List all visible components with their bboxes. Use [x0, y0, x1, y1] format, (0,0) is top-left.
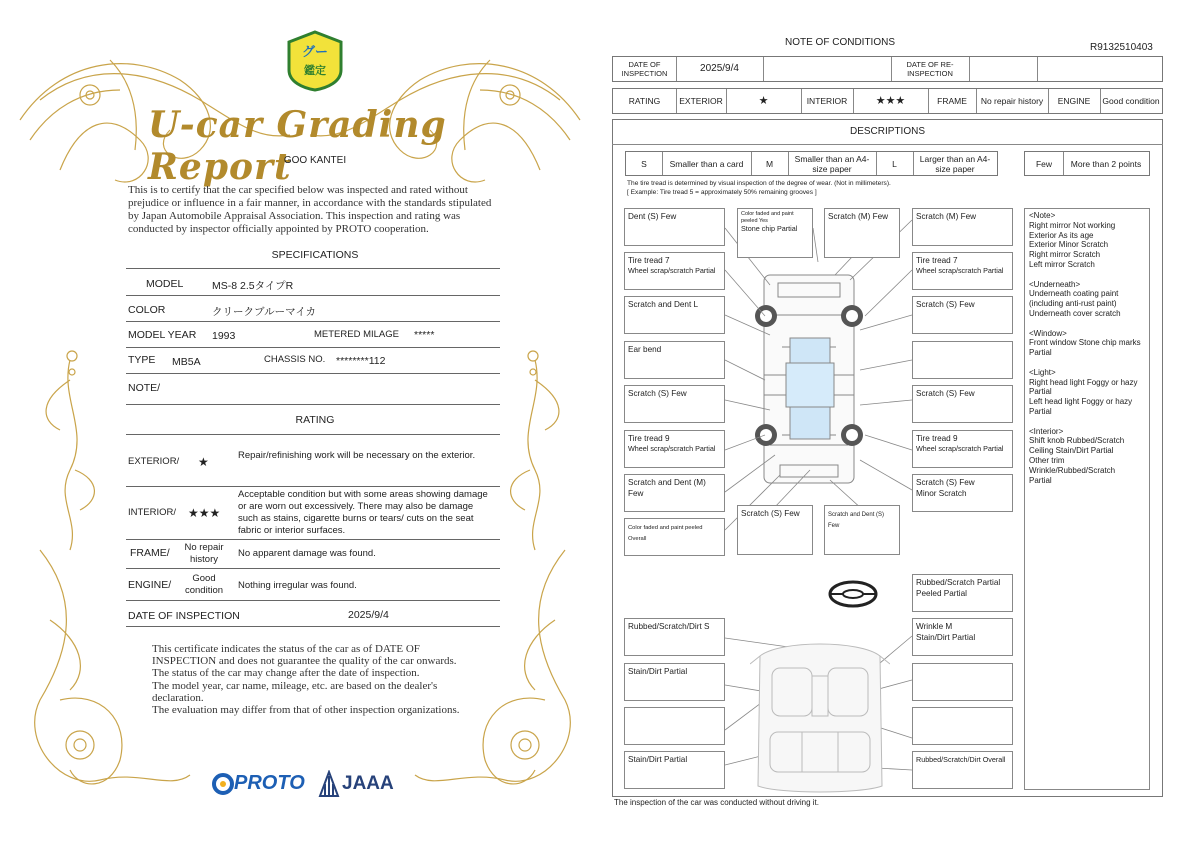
steering-wheel-icon [827, 578, 879, 610]
frame-label: FRAME/ [130, 547, 170, 559]
damage-box-front-left: Dent (S) Few [624, 208, 725, 246]
model-value: MS-8 2.5タイプR [212, 280, 294, 292]
interior-rating: ★★★ [875, 95, 906, 107]
damage-box-driver-seat: Rubbed/Scratch/Dirt S [624, 618, 725, 656]
damage-box-rear-seat: Stain/Dirt Partial [624, 751, 725, 789]
tire-example: [ Example: Tire tread 5 = approximately 50% remaining grooves ] [627, 189, 817, 196]
rating-heading: RATING [295, 414, 335, 426]
interior-label: INTERIOR/ [128, 507, 177, 518]
damage-box-right-front-door [912, 341, 1013, 379]
conditions-title: NOTE OF CONDITIONS [785, 37, 895, 48]
color-label: COLOR [128, 304, 166, 316]
mileage-value: ***** [414, 329, 435, 341]
report-subtitle: GOO KANTEI [283, 155, 347, 166]
report-title: U-car Grading Report [148, 104, 447, 188]
frame-value: No repair history [184, 542, 224, 565]
damage-box-roof: Color faded and paint peeled Overall [624, 518, 725, 556]
mileage-label: METERED MILAGE [314, 329, 399, 340]
legend-l: L [892, 158, 897, 169]
chassis-label: CHASSIS NO. [264, 354, 326, 365]
damage-box-rear-right-tire: Tire tread 9 Wheel scrap/scratch Partial [912, 430, 1013, 468]
rating-exterior-row [126, 436, 500, 487]
damage-box-steering-wheel: Rubbed/Scratch Partial Peeled Partial [912, 574, 1013, 612]
damage-box-left-console [624, 707, 725, 745]
date-of-inspection-label: DATE OF INSPECTION [128, 610, 240, 622]
interior-stars: ★★★ [188, 506, 221, 520]
date-of-inspection-value: 2025/9/4 [700, 63, 739, 74]
spec-color-row [126, 296, 500, 322]
rating-date-row [126, 602, 500, 627]
exterior-rating: ★ [758, 95, 769, 107]
damage-box-trunk: Scratch (S) Few [737, 505, 813, 555]
svg-text:グー: グー [301, 45, 329, 60]
date-of-inspection-value: 2025/9/4 [348, 609, 389, 621]
rating-engine-row [126, 570, 500, 601]
chassis-value: ********112 [336, 355, 386, 367]
damage-box-left-door-trim: Stain/Dirt Partial [624, 663, 725, 701]
rating-label: RATING [628, 96, 661, 106]
damage-box-front-right-tire: Tire tread 7 Wheel scrap/scratch Partial [912, 252, 1013, 290]
proto-logo-icon [212, 772, 234, 796]
damage-box-rear-bumper: Scratch and Dent (S) Few [824, 505, 900, 555]
date-of-inspection-label: DATE OF INSPECTION [621, 60, 668, 78]
damage-box-left-fender: Scratch and Dent L [624, 296, 725, 334]
frame-description: No apparent damage was found. [238, 548, 376, 559]
exterior-stars: ★ [198, 455, 209, 469]
exterior-label: EXTERIOR [679, 96, 723, 106]
tire-note: The tire tread is determined by visual inspection of the degree of wear. (Not in millimeters). [627, 180, 891, 187]
damage-box-hood: Scratch (M) Few [824, 208, 900, 258]
certification-statement: This is to certify that the car specified below was inspected and rated without prejudice or influence in a fair manner, in accordance with the standards stipulated by Japan Automobile Appraisal Association. This inspection and rating was conducted by inspector officially appointed by PROTO cooperation. [128, 184, 492, 235]
goo-kantei-badge [285, 30, 345, 92]
color-value: クリークブルーマイカ [212, 306, 317, 318]
legend-s-desc: Smaller than a card [669, 158, 744, 169]
jaaa-logo-icon [318, 770, 340, 798]
date-of-reinspection-label: DATE OF RE-INSPECTION [906, 60, 954, 78]
specifications-heading: SPECIFICATIONS [271, 249, 359, 261]
car-interior-diagram [750, 636, 890, 796]
damage-box-right-door-trim [912, 663, 1013, 701]
model-year-label: MODEL YEAR [128, 329, 197, 341]
descriptions-heading: DESCRIPTIONS [849, 126, 925, 137]
damage-box-rear-trim: Rubbed/Scratch/Dirt Overall [912, 751, 1013, 789]
rating-frame-row [126, 540, 500, 569]
engine-label: ENGINE/ [128, 579, 172, 591]
spec-note-row [126, 374, 500, 405]
legend-m-desc: Smaller than an A4-size paper [794, 153, 870, 174]
legend-m: M [765, 158, 774, 169]
engine-description: Nothing irregular was found. [238, 580, 357, 591]
engine-value: Good condition [1102, 96, 1160, 106]
legend-few: Few [1035, 158, 1053, 169]
inspection-footer-note: The inspection of the car was conducted without driving it. [614, 798, 819, 807]
legend-l-desc: Larger than an A4-size paper [919, 153, 991, 174]
interior-label: INTERIOR [806, 96, 848, 106]
exterior-label: EXTERIOR/ [128, 456, 180, 467]
reference-number: R9132510403 [1090, 42, 1153, 53]
frame-value: No repair history [980, 96, 1044, 106]
type-label: TYPE [128, 354, 156, 366]
notes-panel: <Note> Right mirror Not working Exterior As its age Exterior Minor Scratch Right mirror Scratch Left mirror Scratch <Underneath> Underneath coating paint (including anti-rust paint) Underneath cover scratch <Window> Front window Stone chip marks Partial <Light> Right head light Foggy or hazy Partial Left head light Foggy or hazy Partial <Interior> Shift knob Rubbed/Scratch Ceiling Stain/Dirt Partial Other trim Wrinkle/Rubbed/Scratch Partial [1024, 208, 1150, 790]
damage-box-rear-left-tire: Tire tread 9 Wheel scrap/scratch Partial [624, 430, 725, 468]
note-of-conditions-sheet [600, 0, 1200, 848]
damage-box-front-right: Scratch (M) Few [912, 208, 1013, 246]
divider [126, 268, 500, 269]
damage-box-rear-right-quarter: Scratch (S) Few Minor Scratch [912, 474, 1013, 512]
interior-description: Acceptable condition but with some areas showing damage or are worn out excessively. There may also be damage such as stains, cigarette burns or tears/ cuts on the seat fabric or interior surfaces. [238, 489, 488, 536]
damage-box-front-bumper: Color faded and paint peeled Yes Stone chip Partial [737, 208, 813, 258]
damage-box-front-left-tire: Tire tread 7 Wheel scrap/scratch Partial [624, 252, 725, 290]
frame-label: FRAME [937, 96, 967, 106]
jaaa-logo: JAAA [318, 770, 398, 798]
spec-year-row [126, 322, 500, 348]
damage-box-right-fender: Scratch (S) Few [912, 296, 1013, 334]
type-value: MB5A [172, 356, 201, 368]
divider [126, 434, 500, 435]
legend-few-desc: More than 2 points [1070, 158, 1142, 169]
spec-model-row [126, 270, 500, 296]
rating-interior-row [126, 487, 500, 540]
proto-logo: PROTO [212, 770, 312, 798]
damage-box-right-console [912, 707, 1013, 745]
model-label: MODEL [146, 278, 184, 290]
damage-box-left-front-door: Ear bend [624, 341, 725, 379]
damage-box-left-rear-door: Scratch (S) Few [624, 385, 725, 423]
damage-box-passenger-seat: Wrinkle M Stain/Dirt Partial [912, 618, 1013, 656]
model-year-value: 1993 [212, 330, 236, 342]
damage-box-right-rear-door: Scratch (S) Few [912, 385, 1013, 423]
exterior-description: Repair/refinishing work will be necessary on the exterior. [238, 450, 476, 461]
legend-s: S [641, 158, 647, 169]
certificate-disclaimer: This certificate indicates the status of the car as of DATE OF INSPECTION and does not guarantee the quality of the car onwards. The status of the car may change after the date of inspection. The model year, car name, mileage, etc. are based on the dealer's declaration. The evaluation may differ from that of other inspection organizations. [152, 643, 460, 717]
engine-label: ENGINE [1057, 96, 1091, 106]
note-label: NOTE/ [128, 382, 161, 394]
damage-box-rear-left-quarter: Scratch and Dent (M) Few [624, 474, 725, 512]
svg-text:鑑定: 鑑定 [304, 64, 326, 77]
spec-type-row [126, 348, 500, 374]
engine-value: Good condition [184, 573, 224, 596]
